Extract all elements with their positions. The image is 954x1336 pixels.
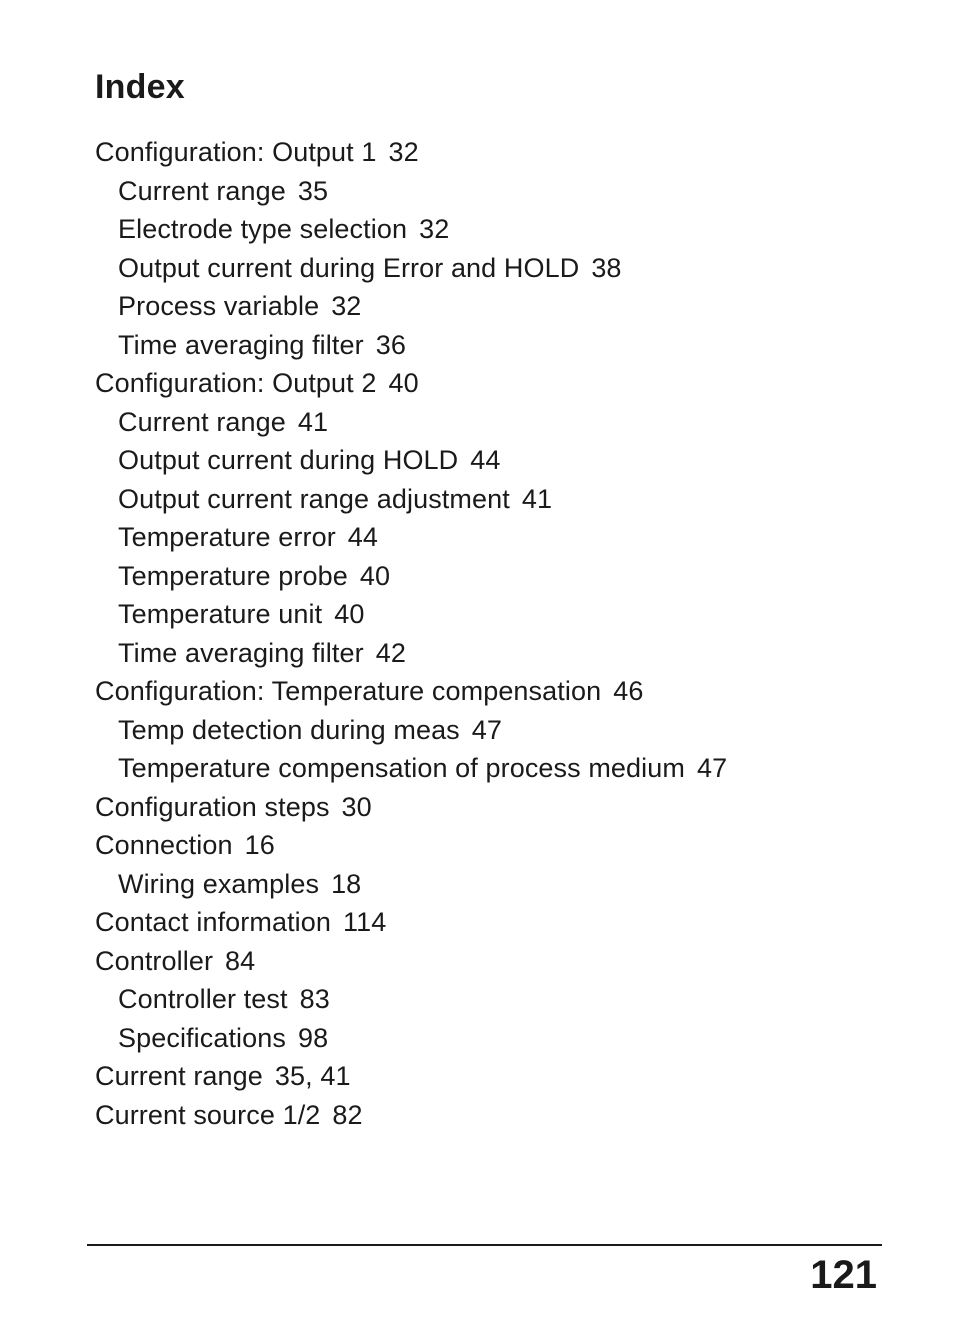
index-subentry bbox=[95, 172, 727, 211]
index-term: Controller bbox=[95, 945, 214, 976]
index-term: Contact information bbox=[95, 907, 332, 937]
index-term: Configuration steps bbox=[95, 791, 330, 822]
index-term: Controller test bbox=[118, 984, 288, 1014]
index-term: Current range bbox=[118, 175, 286, 206]
index-entry bbox=[95, 672, 727, 711]
index-subentry bbox=[95, 865, 727, 904]
index-page-ref: 18 bbox=[331, 868, 362, 899]
index-page-ref: 84 bbox=[225, 945, 256, 976]
index-subentry bbox=[95, 980, 727, 1019]
index-page-ref: 47 bbox=[696, 753, 728, 783]
index-page-ref: 42 bbox=[375, 637, 406, 668]
index-entry bbox=[95, 1057, 727, 1096]
index-subentry bbox=[95, 441, 727, 480]
index-subentry bbox=[95, 634, 727, 673]
index-term: Time averaging filter bbox=[118, 637, 364, 668]
index-entry bbox=[95, 826, 727, 865]
index-subentry bbox=[95, 326, 727, 365]
index-page-ref: 41 bbox=[297, 406, 329, 437]
index-subentry bbox=[95, 249, 727, 288]
index-page-ref: 32 bbox=[388, 137, 419, 167]
index-page-ref: 32 bbox=[331, 291, 362, 321]
index-subentry bbox=[95, 403, 727, 442]
index-term: Electrode type selection bbox=[118, 214, 408, 244]
index-page-ref: 114 bbox=[343, 907, 387, 937]
index-term: Process variable bbox=[118, 291, 320, 321]
index-term: Temperature error bbox=[118, 522, 336, 552]
index-subentry bbox=[95, 1019, 727, 1058]
index-entry bbox=[95, 364, 727, 403]
index-page-ref: 16 bbox=[244, 830, 275, 860]
index-term: Connection bbox=[95, 830, 233, 860]
index-page-ref: 47 bbox=[471, 714, 503, 745]
index-page-ref: 41 bbox=[521, 483, 553, 514]
index-term: Output current during HOLD bbox=[118, 445, 459, 475]
index-page-ref: 98 bbox=[298, 1022, 329, 1053]
index-subentry bbox=[95, 287, 727, 326]
page-title: Index bbox=[95, 67, 185, 106]
index-subentry bbox=[95, 595, 727, 634]
index-subentry bbox=[95, 210, 727, 249]
index-page-ref: 35 bbox=[297, 175, 329, 206]
index-page-ref: 30 bbox=[341, 791, 372, 822]
index-term: Temperature compensation of process medium bbox=[118, 753, 685, 783]
index-term: Time averaging filter bbox=[118, 329, 364, 360]
footer-divider bbox=[87, 1244, 882, 1246]
index-term: Output current during Error and HOLD bbox=[118, 252, 580, 283]
index-entry bbox=[95, 942, 727, 981]
index-subentry bbox=[95, 711, 727, 750]
index-entry bbox=[95, 133, 727, 172]
index-page-ref: 46 bbox=[613, 676, 644, 706]
index-page-ref: 38 bbox=[591, 252, 622, 283]
index-entry bbox=[95, 1096, 727, 1135]
index-subentry bbox=[95, 518, 727, 557]
index-term: Configuration: Output 2 bbox=[95, 368, 377, 398]
index-page-ref: 32 bbox=[419, 214, 450, 244]
index-subentry bbox=[95, 480, 727, 519]
index-page-ref: 36 bbox=[375, 329, 406, 360]
index-term: Configuration: Output 1 bbox=[95, 137, 377, 167]
index-page-ref: 40 bbox=[388, 368, 419, 398]
index-page-ref: 35, 41 bbox=[274, 1061, 351, 1091]
index-list bbox=[95, 133, 727, 1134]
index-page-ref: 44 bbox=[470, 445, 501, 475]
index-entry bbox=[95, 788, 727, 827]
index-subentry bbox=[95, 557, 727, 596]
index-page-ref: 83 bbox=[299, 984, 330, 1014]
index-term: Current range bbox=[95, 1061, 263, 1091]
index-term: Temp detection during meas bbox=[118, 714, 460, 745]
index-term: Temperature unit bbox=[118, 599, 323, 629]
index-term: Wiring examples bbox=[118, 868, 320, 899]
page-number: 121 bbox=[810, 1253, 877, 1297]
index-term: Current source 1/2 bbox=[95, 1099, 321, 1130]
index-term: Configuration: Temperature compensation bbox=[95, 676, 602, 706]
index-subentry bbox=[95, 749, 727, 788]
index-page-ref: 44 bbox=[347, 522, 379, 552]
index-page-ref: 40 bbox=[334, 599, 365, 629]
index-page-ref: 40 bbox=[359, 560, 391, 591]
index-term: Temperature probe bbox=[118, 560, 348, 591]
index-term: Output current range adjustment bbox=[118, 483, 510, 514]
index-term: Specifications bbox=[118, 1022, 286, 1053]
index-term: Current range bbox=[118, 406, 286, 437]
index-entry bbox=[95, 903, 727, 942]
index-page-ref: 82 bbox=[332, 1099, 363, 1130]
